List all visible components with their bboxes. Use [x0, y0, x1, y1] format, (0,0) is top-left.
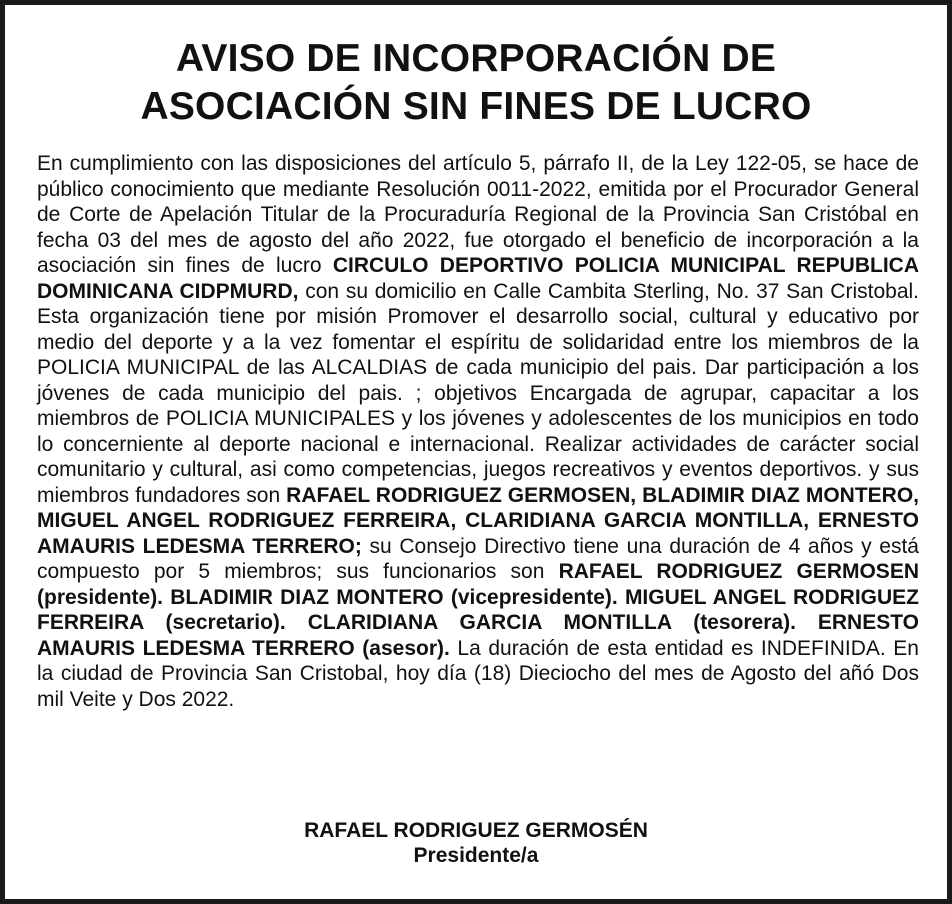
- signer-name: RAFAEL RODRIGUEZ GERMOSÉN: [304, 819, 648, 842]
- body-intro: En cumplimiento con las disposiciones del artículo 5, párrafo II, de la Ley 122-05, se hace de público conocimiento que mediante Resolución 0011-2022, emitida por el Procurador General de Corte de Apelación Titular de la Procuraduría Regional de la Provincia San Cristóbal en fecha 03 del mes de agosto del año 2022, fue otorgado el beneficio de incorporación a la asociación sin fines de lucro: [37, 152, 919, 277]
- signature-block: [10, 818, 942, 868]
- board-officers: RAFAEL RODRIGUEZ GERMOSEN (presidente). BLADIMIR DIAZ MONTERO (vicepresidente). MIGUEL ANGEL RODRIGUEZ FERREIRA (secretario). CLARIDIANA GARCIA MONTILLA (tesorera). ERNESTO AMAURIS LEDESMA TERRERO (asesor).: [37, 560, 919, 660]
- organization-name: CIRCULO DEPORTIVO POLICIA MUNICIPAL REPUBLICA DOMINICANA CIDPMURD,: [37, 254, 919, 303]
- notice-body: [37, 151, 919, 712]
- title-line-1: AVISO DE INCORPORACIÓN DE: [175, 37, 777, 80]
- title-line-2: ASOCIACIÓN SIN FINES DE LUCRO: [140, 85, 812, 128]
- body-mission: con su domicilio en Calle Cambita Sterling, No. 37 San Cristobal. Esta organización tiene por misión Promover el desarrollo social, cultural y educativo por medio del deporte y a la vez fomentar el espíritu de solidaridad entre los miembros de la POLICIA MUNICIPAL de las ALCALDIAS de cada municipio del pais. Dar participación a los jóvenes de cada municipio del pais. ; objetivos Encargada de agrupar, capacitar a los miembros de POLICIA MUNICIPALES y los jóvenes y adolescentes de los municipios en todo lo concerniente al deporte nacional e internacional. Realizar actividades de carácter social comunitario y cultural, asi como competencias, juegos recreativos y eventos deportivos. y sus miembros fundadores son: [37, 279, 919, 507]
- notice-title: [10, 35, 942, 131]
- founding-members: RAFAEL RODRIGUEZ GERMOSEN, BLADIMIR DIAZ MONTERO, MIGUEL ANGEL RODRIGUEZ FERREIRA, CLARIDIANA GARCIA MONTILLA, ERNESTO AMAURIS LEDESMA TERRERO;: [37, 483, 919, 558]
- signer-role: Presidente/a: [413, 844, 539, 867]
- body-closing: La duración de esta entidad es INDEFINIDA. En la ciudad de Provincia San Cristobal, hoy día (18) Dieciocho del mes de Agosto del añó Dos mil Veite y Dos 2022.: [37, 636, 919, 711]
- body-council: su Consejo Directivo tiene una duración de 4 años y está compuesto por 5 miembros; sus funcionarios son: [37, 534, 919, 583]
